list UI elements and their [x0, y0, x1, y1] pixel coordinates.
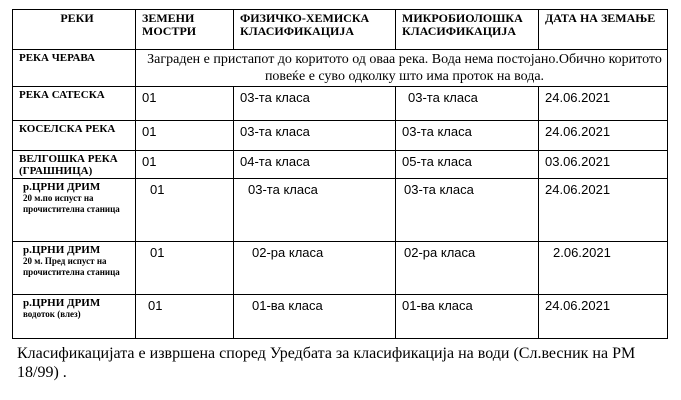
table-row — [13, 121, 668, 151]
phys-cell: 03-та класа — [234, 121, 396, 151]
river-name: КОСЕЛСКА РЕКА — [13, 121, 136, 151]
merged-note: Заграден е пристапот до коритото од оваа река. Вода нема постојано.Обично коритото повеќе е суво одколку што има проток на вода. — [136, 50, 668, 87]
date-cell: 2.06.2021 — [539, 242, 668, 295]
river-name-cell — [13, 242, 136, 295]
river-name: р.ЦРНИ ДРИМ — [23, 181, 101, 193]
sites-cell: 01 — [136, 242, 234, 295]
micro-cell: 02-ра класа — [396, 242, 539, 295]
sites-cell: 01 — [136, 121, 234, 151]
table-row — [13, 179, 668, 242]
river-name: р.ЦРНИ ДРИМ — [23, 297, 101, 309]
table-row — [13, 242, 668, 295]
micro-cell: 05-та класа — [396, 151, 539, 179]
micro-cell: 03-та класа — [396, 179, 539, 242]
date-cell: 24.06.2021 — [539, 179, 668, 242]
date-cell: 24.06.2021 — [539, 121, 668, 151]
table-row — [13, 151, 668, 179]
river-name: ВЕЛГОШКА РЕКА (ГРАШНИЦА) — [13, 151, 136, 179]
sites-cell: 01 — [136, 87, 234, 121]
phys-cell: 02-ра класа — [234, 242, 396, 295]
table-row — [13, 87, 668, 121]
footnote: Класификацијата е извршена според Уредбата за класификација на води (Сл.весник на РМ 18/99) . — [17, 345, 636, 381]
date-cell: 03.06.2021 — [539, 151, 668, 179]
sites-cell: 01 — [136, 179, 234, 242]
date-cell: 24.06.2021 — [539, 87, 668, 121]
header-row — [13, 10, 668, 50]
classification-table-wrapper — [12, 9, 668, 339]
river-location: 20 м.по испуст на прочистителна станица — [23, 193, 120, 214]
header-phys: ФИЗИЧКО-ХЕМИСКА КЛАСИФИКАЦИЈА — [234, 10, 396, 50]
phys-cell: 03-та класа — [234, 87, 396, 121]
river-name: РЕКА САТЕСКА — [13, 87, 136, 121]
classification-table — [12, 9, 668, 339]
river-name: РЕКА ЧЕРАВА — [13, 50, 136, 87]
header-date: ДАТА НА ЗЕМАЊЕ — [539, 10, 668, 50]
micro-cell: 01-ва класа — [396, 295, 539, 339]
date-cell: 24.06.2021 — [539, 295, 668, 339]
table-row — [13, 50, 668, 87]
micro-cell: 03-та класа — [396, 87, 539, 121]
sites-cell: 01 — [136, 151, 234, 179]
river-name: р.ЦРНИ ДРИМ — [23, 244, 101, 256]
river-location: 20 м. Пред испуст на прочистителна станица — [23, 256, 120, 277]
sites-cell: 01 — [136, 295, 234, 339]
header-micro: МИКРОБИОЛОШКА КЛАСИФИКАЦИЈА — [396, 10, 539, 50]
river-location: водоток (влез) — [23, 309, 81, 319]
header-river: РЕКИ — [13, 10, 136, 50]
river-name-cell — [13, 179, 136, 242]
table-row — [13, 295, 668, 339]
phys-cell: 03-та класа — [234, 179, 396, 242]
header-sites: ЗЕМЕНИ МОСТРИ — [136, 10, 234, 50]
micro-cell: 03-та класа — [396, 121, 539, 151]
phys-cell: 01-ва класа — [234, 295, 396, 339]
river-name-cell — [13, 295, 136, 339]
phys-cell: 04-та класа — [234, 151, 396, 179]
